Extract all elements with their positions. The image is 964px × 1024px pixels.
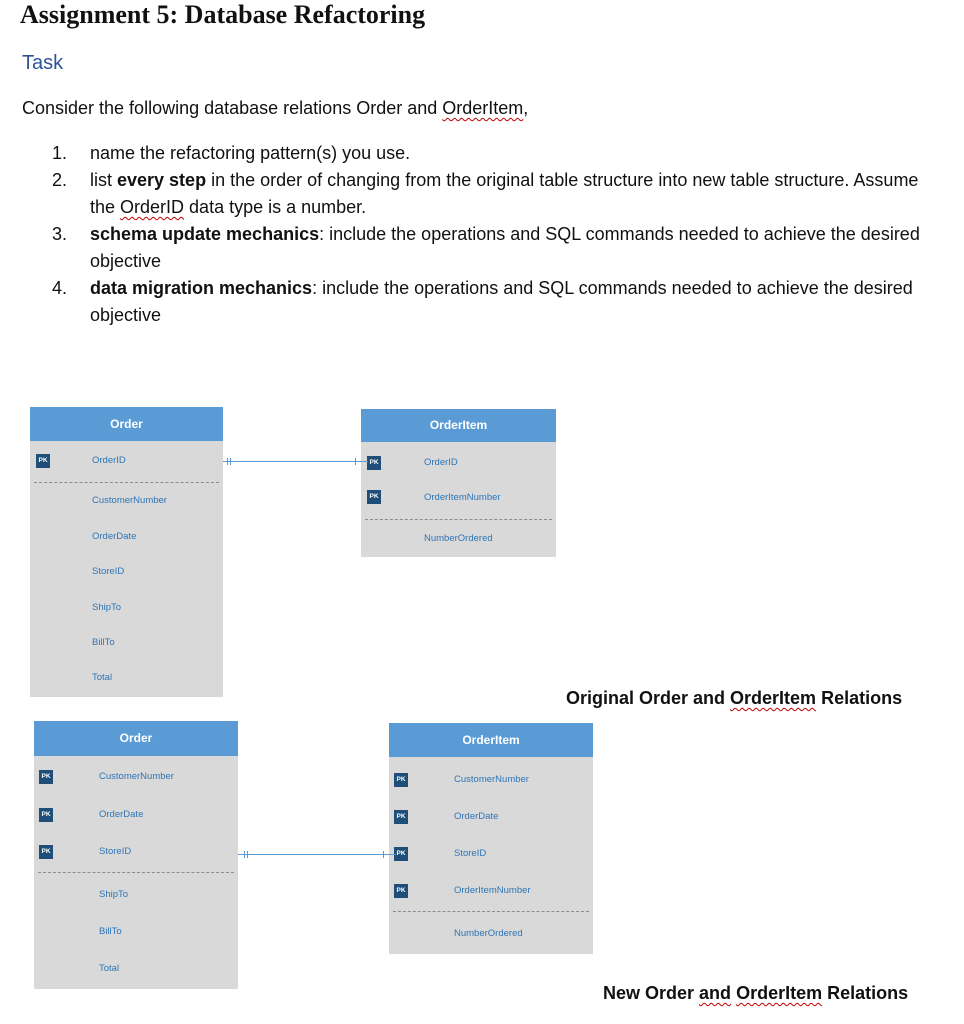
step-bold-text: data migration mechanics xyxy=(90,278,313,298)
step-orderid-word: OrderID xyxy=(120,197,185,217)
step-number: 1. xyxy=(52,143,68,163)
new-orderitem-table xyxy=(389,723,593,954)
intro-orderitem-word: OrderItem xyxy=(442,98,524,118)
table-header: OrderItem xyxy=(361,409,556,442)
caption-orderitem-word: OrderItem xyxy=(730,688,817,708)
task-heading: Task xyxy=(22,52,64,74)
caption-suffix: Relations xyxy=(816,688,903,708)
pk-badge: PK xyxy=(367,490,381,504)
field-total: Total xyxy=(99,963,120,974)
relationship-line-original xyxy=(223,461,368,462)
step-2 xyxy=(52,167,932,221)
caption-prefix: Original Order and xyxy=(566,688,731,708)
pk-badge: PK xyxy=(394,810,408,824)
step-number: 3. xyxy=(52,224,68,244)
step-text-pre: list xyxy=(90,170,117,190)
caption-and-word: and xyxy=(699,983,732,1003)
table-header: Order xyxy=(30,407,223,441)
step-1 xyxy=(52,140,932,167)
table-header: OrderItem xyxy=(389,723,593,757)
field-total: Total xyxy=(92,672,113,683)
original-orderitem-table xyxy=(361,409,556,557)
step-text-post: in the order of changing from the original table structure into new table structure. Assume the xyxy=(90,170,919,217)
original-order-table xyxy=(30,407,223,697)
field-order-id: OrderID xyxy=(424,457,458,468)
field-bill-to: BillTo xyxy=(99,926,122,937)
relationship-tick xyxy=(247,851,248,858)
relationship-tick xyxy=(244,851,245,858)
field-ship-to: ShipTo xyxy=(99,889,129,900)
key-divider xyxy=(34,482,219,483)
key-divider xyxy=(365,519,552,520)
pk-badge: PK xyxy=(394,773,408,787)
intro-suffix: , xyxy=(523,98,529,118)
table-header: Order xyxy=(34,721,238,756)
step-text: : include the operations and SQL commands needed to achieve the desired objective xyxy=(90,278,913,325)
step-number: 2. xyxy=(52,170,68,190)
pk-badge: PK xyxy=(39,770,53,784)
task-steps-list xyxy=(52,140,932,329)
field-order-id: OrderID xyxy=(92,455,126,466)
pk-badge: PK xyxy=(394,884,408,898)
original-caption xyxy=(566,686,902,710)
pk-badge: PK xyxy=(394,847,408,861)
caption-orderitem-word: OrderItem xyxy=(736,983,823,1003)
intro-prefix: Consider the following database relations Order and xyxy=(22,98,443,118)
step-4 xyxy=(52,275,932,329)
field-number-ordered: NumberOrdered xyxy=(424,533,493,544)
field-bill-to: BillTo xyxy=(92,637,115,648)
field-order-item-number: OrderItemNumber xyxy=(424,492,501,503)
field-order-date: OrderDate xyxy=(99,809,144,820)
field-customer-number: CustomerNumber xyxy=(99,771,174,782)
pk-badge: PK xyxy=(367,456,381,470)
caption-suffix: Relations xyxy=(822,983,909,1003)
pk-badge: PK xyxy=(39,845,53,859)
field-ship-to: ShipTo xyxy=(92,602,122,613)
step-bold-text: schema update mechanics xyxy=(90,224,320,244)
step-bold-text: every step xyxy=(117,170,207,190)
step-number: 4. xyxy=(52,278,68,298)
pk-badge: PK xyxy=(36,454,50,468)
step-text-end: data type is a number. xyxy=(184,197,367,217)
key-divider xyxy=(393,911,589,912)
field-customer-number: CustomerNumber xyxy=(92,495,167,506)
page-title: Assignment 5: Database Refactoring xyxy=(20,0,426,29)
new-caption xyxy=(603,981,908,1005)
step-3 xyxy=(52,221,932,275)
relationship-tick xyxy=(355,458,356,465)
field-number-ordered: NumberOrdered xyxy=(454,928,523,939)
field-customer-number: CustomerNumber xyxy=(454,774,529,785)
field-store-id: StoreID xyxy=(454,848,487,859)
intro-paragraph xyxy=(22,96,528,120)
new-order-table xyxy=(34,721,238,989)
caption-prefix: New Order xyxy=(603,983,700,1003)
pk-badge: PK xyxy=(39,808,53,822)
field-order-date: OrderDate xyxy=(92,531,137,542)
relationship-line-new xyxy=(238,854,396,855)
key-divider xyxy=(38,872,234,873)
step-text: name the refactoring pattern(s) you use. xyxy=(90,143,411,163)
field-store-id: StoreID xyxy=(92,566,125,577)
field-order-item-number: OrderItemNumber xyxy=(454,885,531,896)
step-text: : include the operations and SQL commands needed to achieve the desired objective xyxy=(90,224,920,271)
field-store-id: StoreID xyxy=(99,846,132,857)
relationship-tick xyxy=(230,458,231,465)
field-order-date: OrderDate xyxy=(454,811,499,822)
relationship-tick xyxy=(227,458,228,465)
relationship-tick xyxy=(383,851,384,858)
